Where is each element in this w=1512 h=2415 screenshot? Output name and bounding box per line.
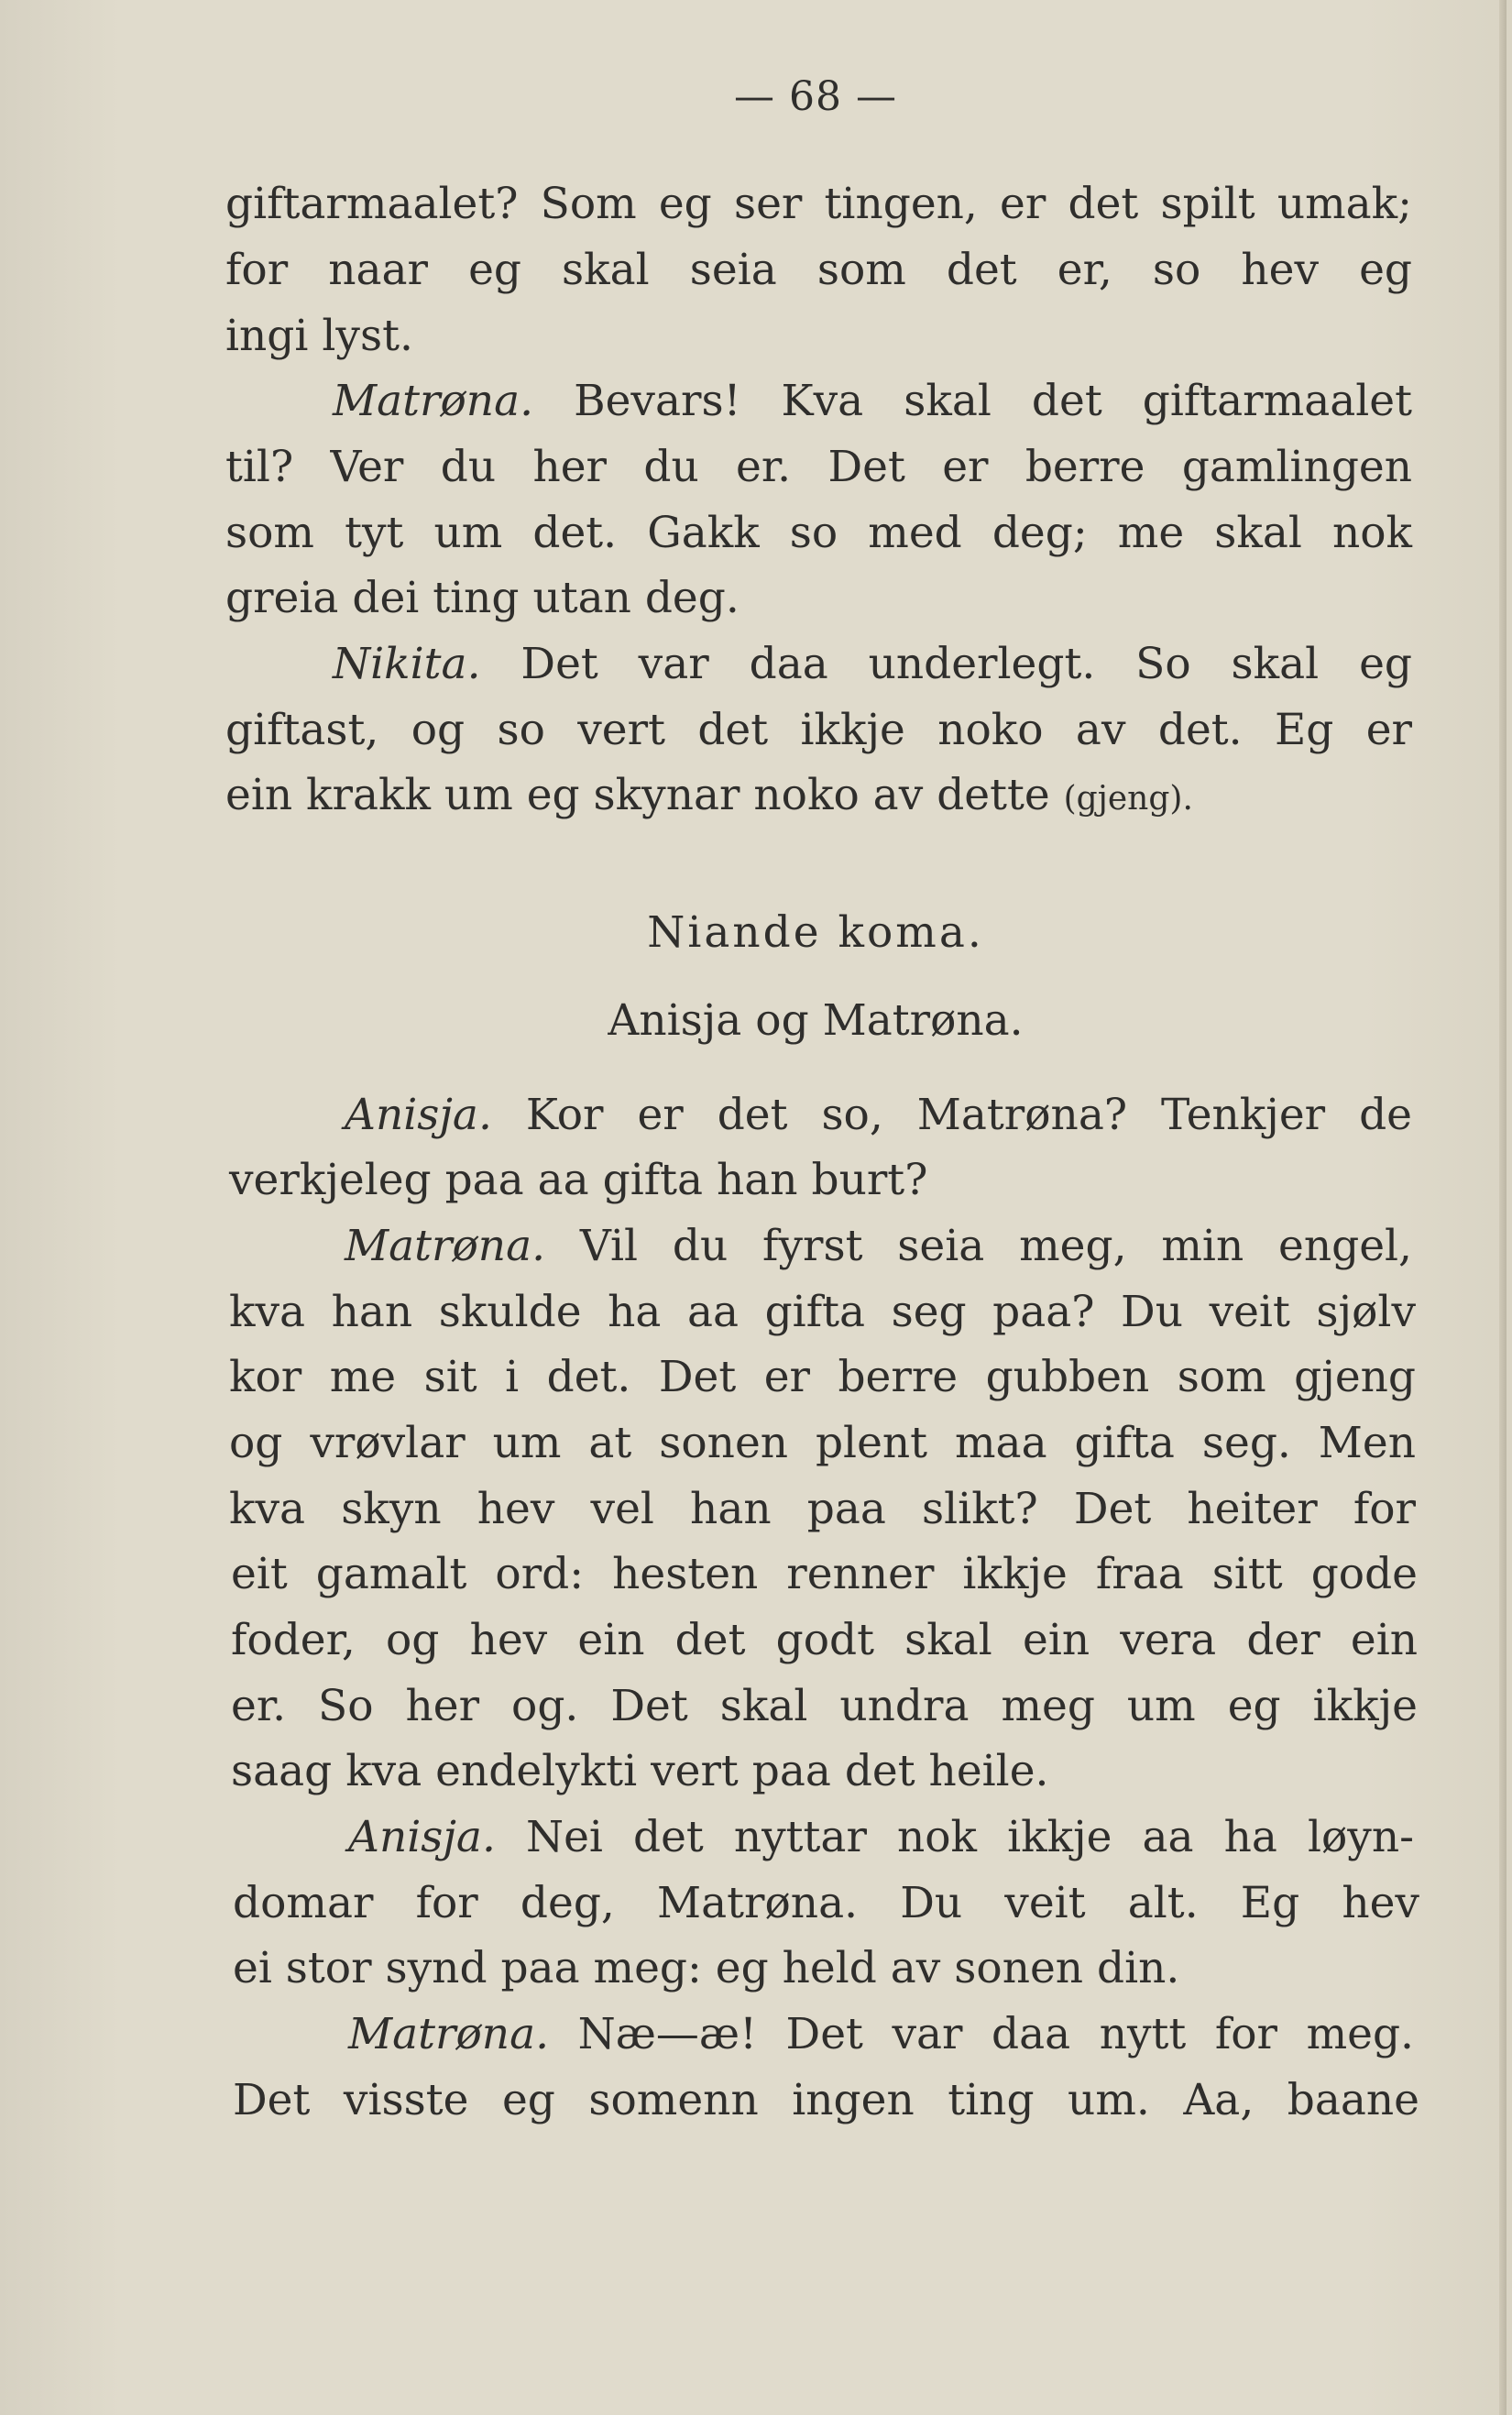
speech-first-line [333, 637, 1412, 692]
text-line: ingi lyst. [225, 311, 413, 361]
speaker-name: Nikita. [333, 639, 481, 689]
speech-text: Nei det nyttar nok ikkje aa ha løyn- [495, 1812, 1414, 1862]
text-line: til? Ver du her du er. Det er berre gamlingen [225, 442, 1412, 492]
text-line: verkjeleg paa aa gifta han burt? [229, 1155, 928, 1205]
speaker-name: Anisja. [348, 1812, 496, 1862]
stage-direction: (gjeng). [1063, 780, 1193, 818]
speech-text: Bevars! Kva skal det giftarmaalet [533, 376, 1412, 426]
speech-text: Næ—æ! Det var daa nytt for meg. [549, 2009, 1414, 2059]
text-line: ei stor synd paa meg: eg held av sonen din. [233, 1943, 1180, 1993]
text-line: kva han skulde ha aa gifta seg paa? Du veit sjølv [229, 1287, 1416, 1337]
speech-text: Vil du fyrst seia meg, min engel, [545, 1221, 1412, 1271]
text-line: Det visste eg somenn ingen ting um. Aa, baane [233, 2075, 1419, 2125]
speaker-name: Matrøna. [348, 2009, 550, 2059]
speech-text: Kor er det so, Matrøna? Tenkjer de [491, 1090, 1412, 1140]
text-line: kor me sit i det. Det er berre gubben som gjeng [229, 1352, 1416, 1402]
text-line: saag kva endelykti vert paa det heile. [231, 1746, 1049, 1796]
text-line: domar for deg, Matrøna. Du veit alt. Eg hev [233, 1878, 1419, 1928]
text-line: er. So her og. Det skal undra meg um eg ikkje [231, 1681, 1418, 1731]
speech-last-line [225, 768, 1412, 827]
text-line: som tyt um det. Gakk so med deg; me skal nok [225, 508, 1412, 558]
speech-first-line [345, 1088, 1412, 1143]
text-line: og vrøvlar um at sonen plent maa gifta seg. Men [229, 1418, 1416, 1468]
speech-first-line [333, 374, 1412, 429]
speech-first-line [348, 1810, 1414, 1865]
text-line: giftarmaalet? Som eg ser tingen, er det spilt umak; [225, 179, 1412, 229]
page-number: — 68 — [734, 73, 897, 120]
speech-text: ein krakk um eg skynar noko av dette [225, 770, 1064, 820]
scene-characters: Anisja og Matrøna. [608, 995, 1024, 1046]
text-line: for naar eg skal seia som det er, so hev eg [225, 245, 1412, 295]
text-line: kva skyn hev vel han paa slikt? Det heiter for [229, 1484, 1416, 1534]
text-line: greia dei ting utan deg. [225, 573, 740, 623]
speaker-name: Matrøna. [345, 1221, 546, 1271]
page-edge [1499, 0, 1507, 2415]
text-line: foder, og hev ein det godt skal ein vera der ein [231, 1615, 1418, 1665]
speaker-name: Matrøna. [333, 376, 534, 426]
text-line: giftast, og so vert det ikkje noko av det. Eg er [225, 705, 1412, 755]
scene-title: Niande koma. [647, 907, 984, 958]
speaker-name: Anisja. [345, 1090, 492, 1140]
text-line: eit gamalt ord: hesten renner ikkje fraa sitt gode [231, 1549, 1418, 1599]
speech-text: Det var daa underlegt. So skal eg [480, 639, 1412, 689]
speech-first-line [345, 1219, 1412, 1274]
speech-first-line [348, 2007, 1414, 2062]
